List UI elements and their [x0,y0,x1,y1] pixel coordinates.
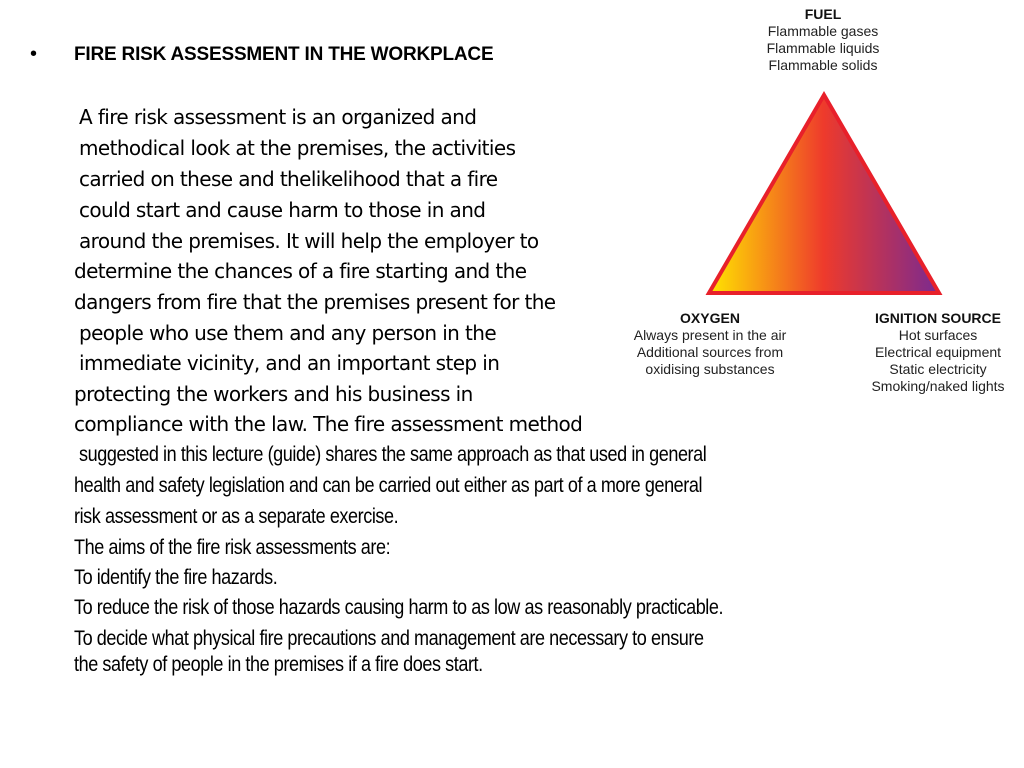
text-line: health and safety legislation and can be carried out either as part of a more general [74,474,703,497]
ignition-item: Electrical equipment [874,344,1002,360]
oxygen-item: Always present in the air [633,327,787,343]
fuel-item: Flammable gases [767,23,879,39]
text-line: risk assessment or as a separate exercise. [74,505,399,528]
text-line: compliance with the law. The fire assessment method [74,412,583,436]
text-line: protecting the workers and his business in [74,382,473,406]
text-line: To reduce the risk of those hazards causing harm to as low as reasonably practicable. [74,596,724,619]
ignition-item: Smoking/naked lights [871,378,1005,394]
fuel-item: Flammable solids [768,57,878,73]
slide-heading: FIRE RISK ASSESSMENT IN THE WORKPLACE [74,44,494,65]
text-line: determine the chances of a fire starting and the [74,259,527,283]
ignition-source-label [852,310,1024,395]
bullet-point: • [30,43,38,65]
fuel-item: Flammable liquids [766,40,880,56]
text-line: methodical look at the premises, the activities [79,136,516,160]
text-line: around the premises. It will help the employer to [79,229,539,253]
oxygen-item: oxidising substances [645,361,775,377]
ignition-item: Static electricity [889,361,987,377]
text-line: To decide what physical fire precautions and management are necessary to ensure [74,627,704,650]
text-line: could start and cause harm to those in and [79,198,486,222]
text-line: suggested in this lecture (guide) shares the same approach as that used in general [79,443,707,466]
text-line: To identify the fire hazards. [74,566,278,589]
text-line: A fire risk assessment is an organized and [79,105,477,129]
text-line: people who use them and any person in the [79,321,497,345]
oxygen-label [612,310,808,378]
fuel-label [748,6,898,74]
text-line: the safety of people in the premises if a fire does start. [74,653,483,676]
text-line: dangers from fire that the premises present for the [74,290,556,314]
fire-triangle-icon [709,95,939,293]
text-line: immediate vicinity, and an important step in [79,351,500,375]
oxygen-title: OXYGEN [680,310,740,326]
text-line: carried on these and thelikelihood that a fire [79,167,498,191]
fuel-title: FUEL [804,6,842,22]
text-line: The aims of the fire risk assessments are: [74,536,391,559]
oxygen-item: Additional sources from [636,344,784,360]
ignition-item: Hot surfaces [898,327,978,343]
ignition-title: IGNITION SOURCE [874,310,1001,326]
